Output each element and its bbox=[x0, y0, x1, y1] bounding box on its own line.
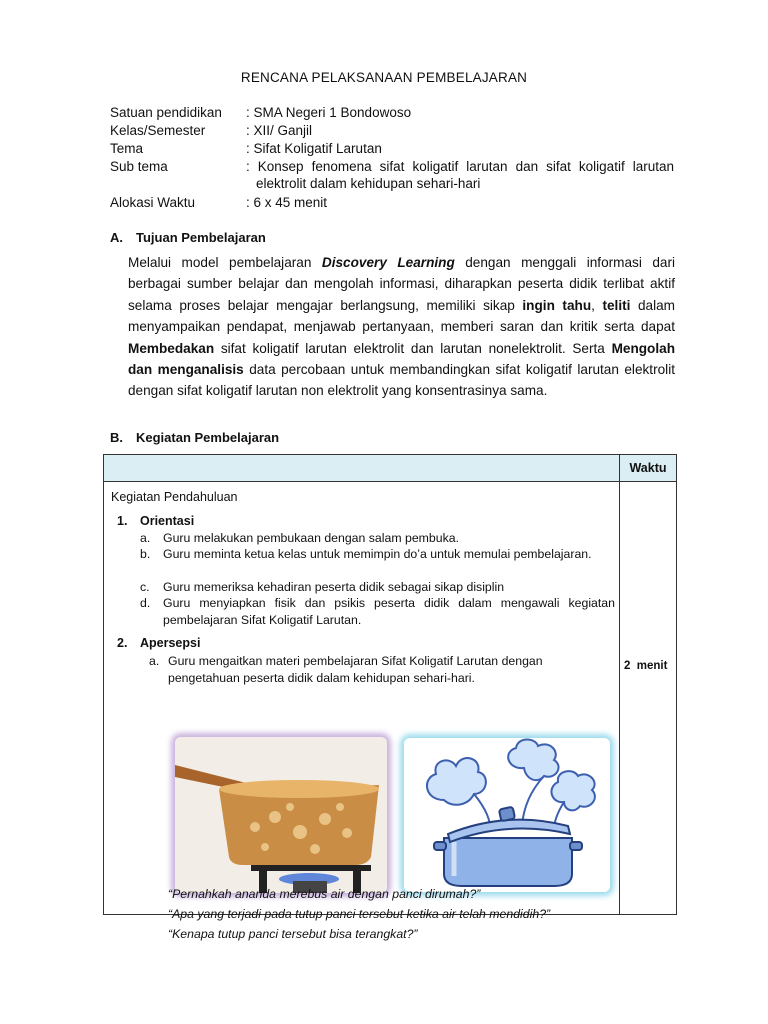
identity-value: : SMA Negeri 1 Bondowoso bbox=[246, 105, 412, 120]
apersepsi-heading: Apersepsi bbox=[140, 636, 201, 650]
identity-label: Sub tema bbox=[110, 159, 168, 174]
paragraph-text: sifat koligatif larutan elektrolit dan larutan nonelektrolit. Serta bbox=[214, 340, 612, 356]
table-header-row bbox=[104, 455, 677, 482]
section-title: Tujuan Pembelajaran bbox=[136, 230, 266, 245]
intro-heading: Kegiatan Pendahuluan bbox=[111, 490, 238, 504]
document-title: RENCANA PELAKSANAAN PEMBELAJARAN bbox=[240, 70, 528, 85]
list-item: Guru melakukan pembukaan dengan salam pembuka. bbox=[163, 531, 459, 545]
steaming-pot-cartoon bbox=[404, 738, 610, 892]
question-text: “Pernahkah ananda merebus air dengan panci dirumah?” bbox=[168, 887, 481, 901]
identity-row bbox=[0, 141, 768, 159]
bold-text: Membedakan bbox=[128, 340, 215, 356]
section-number: A. bbox=[110, 230, 123, 245]
identity-row bbox=[0, 195, 768, 213]
identity-label: Tema bbox=[110, 141, 144, 156]
steaming-pot-illustration bbox=[404, 738, 610, 892]
bold-text: Mengolah dan menganalisis bbox=[128, 340, 675, 378]
identity-row bbox=[0, 105, 768, 123]
section-number: B. bbox=[110, 430, 123, 445]
table-header-cell bbox=[104, 455, 620, 482]
section-a-heading bbox=[110, 230, 266, 245]
list-letter: a. bbox=[149, 654, 160, 668]
list-number: 2. bbox=[117, 636, 128, 650]
table-row bbox=[104, 482, 677, 915]
identity-value: : 6 x 45 menit bbox=[246, 195, 328, 210]
time-cell bbox=[620, 482, 677, 915]
identity-value-continued: elektrolit dalam kehidupan sehari-hari bbox=[256, 176, 481, 191]
identity-label: Kelas/Semester bbox=[110, 123, 206, 138]
identity-row bbox=[0, 123, 768, 141]
orientasi-heading: Orientasi bbox=[140, 514, 195, 528]
identity-value: : Sifat Koligatif Larutan bbox=[246, 141, 382, 156]
paragraph-text: data percobaan untuk membandingkan sifat koligatif larutan elektrolit dengan sifat koligatif larutan non elektrolit yang konsentrasinya sama. bbox=[128, 362, 675, 399]
emphasis-text: Discovery Learning bbox=[321, 255, 455, 270]
section-b-heading bbox=[110, 430, 279, 445]
list-item: Guru mengaitkan materi pembelajaran Sifat Koligatif Larutan dengan pengetahuan peserta didik dalam kehidupan sehari-hari. bbox=[168, 654, 543, 685]
identity-row bbox=[0, 159, 768, 195]
list-letter: a. bbox=[140, 531, 151, 545]
time-column-header: Waktu bbox=[620, 455, 677, 482]
activity-table bbox=[103, 454, 677, 941]
boiling-pot-illustration bbox=[175, 737, 387, 893]
identity-value: : XII/ Ganjil bbox=[246, 123, 313, 138]
section-title: Kegiatan Pembelajaran bbox=[136, 430, 280, 445]
paragraph-text: dalam menyampaikan pendapat, menjawab pertanyaan, memberi saran dan kritik serta dapat bbox=[128, 297, 675, 335]
identity-label: Alokasi Waktu bbox=[110, 195, 196, 210]
list-item: Guru meminta ketua kelas untuk memimpin do’a untuk memulai pembelajaran. bbox=[163, 547, 592, 561]
objective-paragraph bbox=[128, 252, 675, 402]
boiling-pot-photo bbox=[175, 737, 387, 893]
identity-label: Satuan pendidikan bbox=[110, 105, 222, 120]
list-letter: d. bbox=[140, 596, 151, 610]
list-letter: b. bbox=[140, 547, 151, 561]
list-number: 1. bbox=[117, 514, 128, 528]
paragraph-text: Melalui model pembelajaran bbox=[128, 255, 322, 270]
identity-value: : Konsep fenomena sifat koligatif larutan dan sifat koligatif larutan bbox=[246, 159, 674, 174]
question-text: “Apa yang terjadi pada tutup panci tersebut ketika air telah mendidih?” bbox=[168, 907, 551, 921]
list-letter: c. bbox=[140, 580, 150, 594]
paragraph-text: , bbox=[591, 297, 603, 313]
bold-text: teliti bbox=[602, 297, 631, 313]
time-value: 2 menit bbox=[624, 660, 668, 672]
list-item: Guru menyiapkan fisik dan psikis peserta didik dalam mengawali kegiatan pembelajaran Sifat Koligatif Larutan. bbox=[163, 596, 615, 627]
question-text: “Kenapa tutup panci tersebut bisa terangkat?” bbox=[168, 927, 418, 941]
list-item: Guru memeriksa kehadiran peserta didik sebagai sikap disiplin bbox=[163, 580, 505, 594]
activity-cell bbox=[104, 482, 620, 941]
bold-text: ingin tahu bbox=[522, 297, 592, 313]
paragraph-text: dengan menggali informasi dari berbagai sumber belajar dan mengolah informasi, diharapkan peserta didik terlibat aktif selama proses belajar mengajar berlangsung, memiliki sikap bbox=[128, 255, 676, 313]
